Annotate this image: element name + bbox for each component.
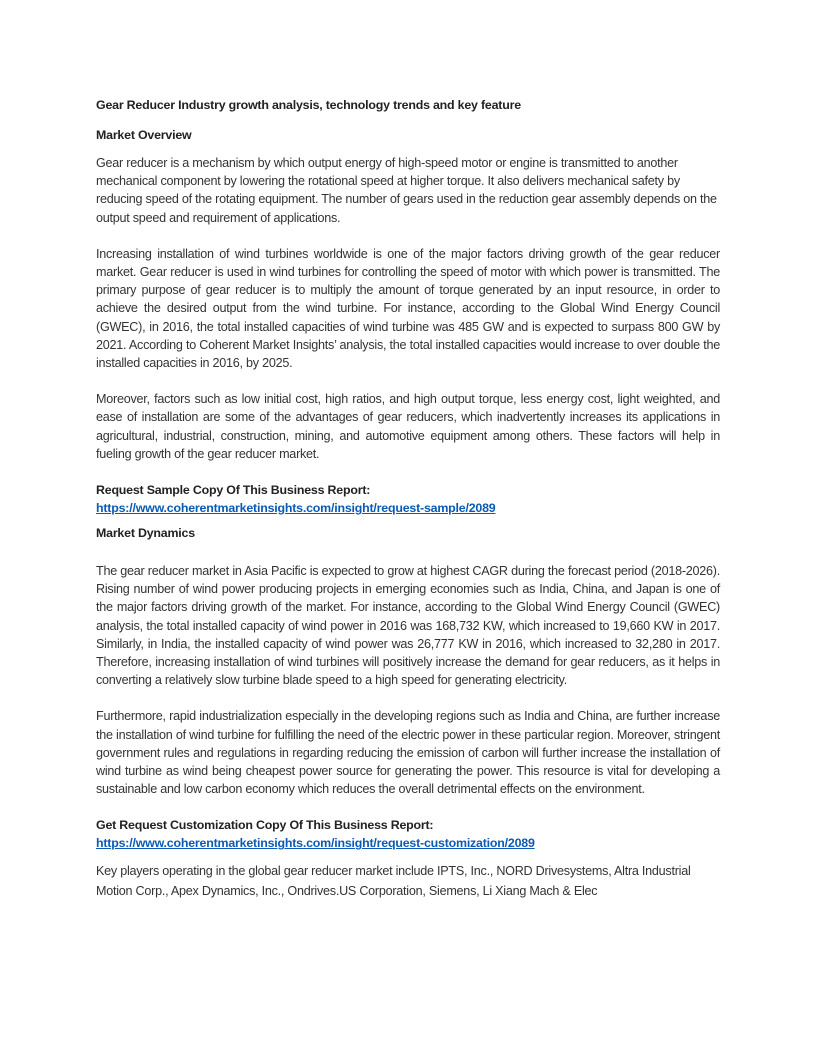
key-players-paragraph: Key players operating in the global gear reducer market include IPTS, Inc., NORD Drivesystems, Altra Industrial Motion Corp., Apex Dynamics, Inc., Ondrives.US Corporation, Siemens, Li Xiang Mach & Elec (96, 864, 691, 899)
market-dynamics-heading: Market Dynamics (96, 526, 195, 541)
customization-request-label: Get Request Customization Copy Of This Business Report: (96, 818, 434, 833)
customization-request-link[interactable]: https://www.coherentmarketinsights.com/insight/request-customization/2089 (96, 836, 535, 851)
dynamics-paragraph-2: Furthermore, rapid industrialization especially in the developing regions such as India and China, are further increase the installation of wind turbine for fulfilling the need of the electric power in these particular region. Moreover, stringent government rules and regulations in regarding reducing the emission of carbon will further increase the installation of wind turbine as wind being cheapest power source for generating the power. This resource is vital for developing a sustainable and low carbon economy which reduces the overall detrimental effects on the environment. (96, 709, 720, 797)
document-title: Gear Reducer Industry growth analysis, technology trends and key feature (96, 98, 521, 112)
market-overview-heading: Market Overview (96, 128, 192, 142)
overview-paragraph-3: Moreover, factors such as low initial cost, high ratios, and high output torque, less energy cost, light weighted, and ease of installation are some of the advantages of gear reducers, which inadvertently increases its applications in agricultural, industrial, construction, mining, and automotive equipment among others. These factors will help in fueling growth of the gear reducer market. (96, 392, 720, 461)
sample-request-link[interactable]: https://www.coherentmarketinsights.com/insight/request-sample/2089 (96, 501, 496, 516)
sample-request-label: Request Sample Copy Of This Business Report: (96, 483, 371, 498)
overview-paragraph-1: Gear reducer is a mechanism by which output energy of high-speed motor or engine is transmitted to another mechanical component by lowering the rotational speed at higher torque. It also delivers mechanical safety by reducing speed of the rotating equipment. The number of gears used in the reduction gear assembly depends on the output speed and requirement of applications. (96, 156, 717, 225)
dynamics-paragraph-1: The gear reducer market in Asia Pacific is expected to grow at highest CAGR during the forecast period (2018-2026). Rising number of wind power producing projects in emerging economies such as India, China, and Japan is one of the major factors driving growth of the market. For instance, according to the Global Wind Energy Council (GWEC) analysis, the total installed capacity of wind power in 2016 was 168,732 KW, which increased to 19,660 KW in 2017. Similarly, in India, the installed capacity of wind power was 26,777 KW in 2016, which increased to 32,280 in 2017. Therefore, increasing installation of wind turbines will positively increase the demand for gear reducers, as it helps in converting a relatively slow turbine blade speed to a high speed for generating electricity. (96, 564, 720, 688)
document-page (96, 96, 720, 901)
overview-paragraph-2: Increasing installation of wind turbines worldwide is one of the major factors driving growth of the gear reducer market. Gear reducer is used in wind turbines for controlling the speed of motor with which power is transmitted. The primary purpose of gear reducer is to multiply the amount of torque generated by an input resource, in order to achieve the desired output from the wind turbine. For instance, according to the Global Wind Energy Council (GWEC), in 2016, the total installed capacities of wind turbine was 485 GW and is expected to surpass 800 GW by 2021. According to Coherent Market Insights’ analysis, the total installed capacities would increase to over double the installed capacities in 2016, by 2025. (96, 246, 720, 371)
